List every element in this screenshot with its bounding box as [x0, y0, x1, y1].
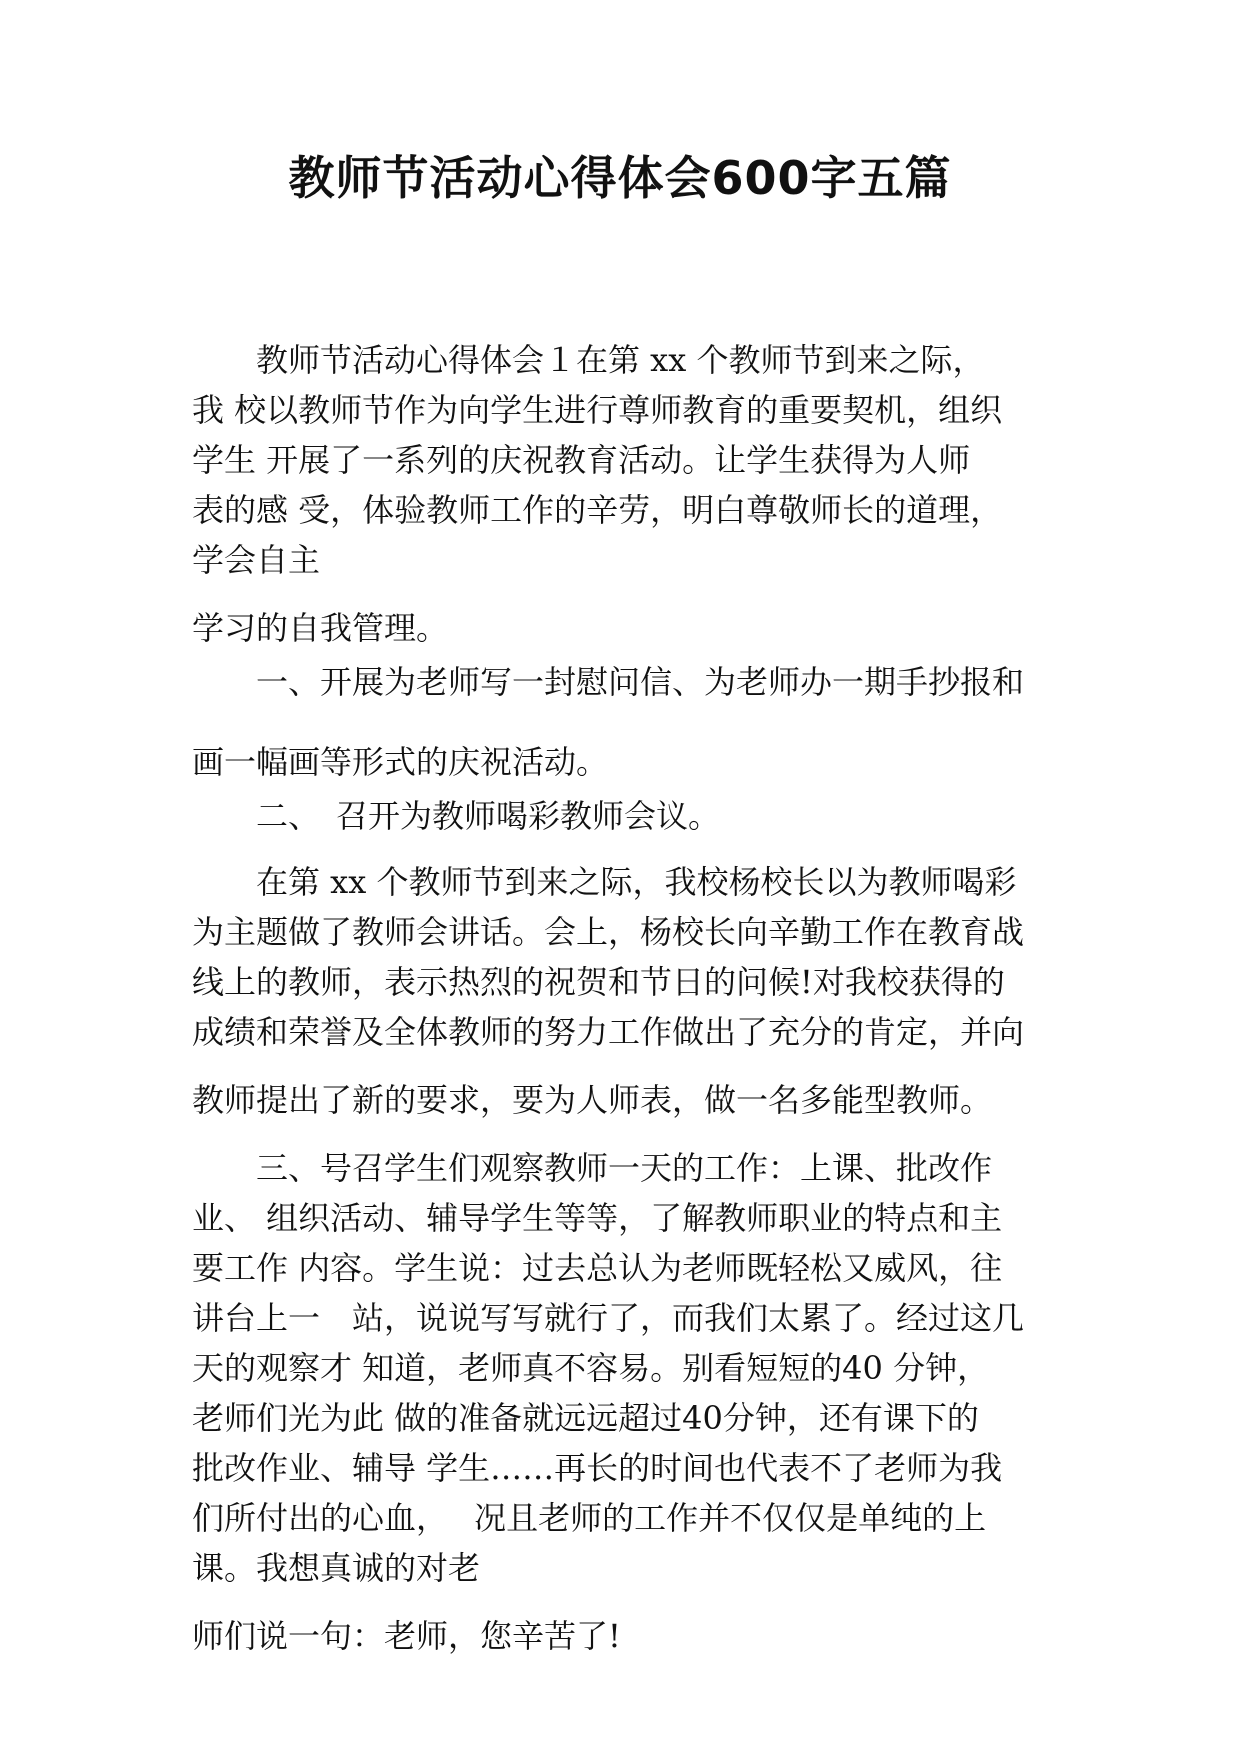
body-line-16: 业、 组织活动、辅导学生等等，了解教师职业的特点和主 — [192, 1199, 1003, 1237]
body-line-24: 师们说一句：老师，您辛苦了! — [192, 1617, 621, 1655]
body-line-2: 我 校以教师节作为向学生进行尊师教育的重要契机，组织 — [192, 391, 1003, 429]
body-line-3: 学生 开展了一系列的庆祝教育活动。让学生获得为人师 — [192, 441, 971, 479]
body-line-4: 表的感 受，体验教师工作的辛劳，明白尊敬师长的道理， — [192, 491, 1003, 529]
body-line-20: 老师们光为此 做的准备就远远超过40分钟，还有课下的 — [192, 1399, 979, 1437]
body-line-23: 课。我想真诚的对老 — [192, 1549, 481, 1587]
body-line-9: 二、 召开为教师喝彩教师会议。 — [256, 797, 721, 835]
body-line-15: 三、号召学生们观察教师一天的工作：上课、批改作 — [256, 1149, 993, 1187]
body-line-10: 在第 xx 个教师节到来之际，我校杨校长以为教师喝彩 — [256, 863, 1017, 901]
body-line-1: 教师节活动心得体会１在第 xx 个教师节到来之际， — [256, 341, 985, 379]
document-title: 教师节活动心得体会600字五篇 — [288, 151, 952, 205]
body-line-12: 线上的教师，表示热烈的祝贺和节日的问候!对我校获得的 — [192, 963, 1005, 1001]
body-line-5: 学会自主 — [192, 541, 321, 579]
body-line-13: 成绩和荣誉及全体教师的努力工作做出了充分的肯定，并向 — [192, 1013, 1025, 1051]
body-line-18: 讲台上一 站，说说写写就行了，而我们太累了。经过这几 — [192, 1299, 1025, 1337]
body-line-21: 批改作业、辅导 学生……再长的时间也代表不了老师为我 — [192, 1449, 1003, 1487]
body-line-14: 教师提出了新的要求，要为人师表，做一名多能型教师。 — [192, 1081, 993, 1119]
body-line-11: 为主题做了教师会讲话。会上，杨校长向辛勤工作在教育战 — [192, 913, 1025, 951]
body-line-17: 要工作 内容。学生说：过去总认为老师既轻松又威风，往 — [192, 1249, 1003, 1287]
body-line-7: 一、开展为老师写一封慰问信、为老师办一期手抄报和 — [256, 663, 1025, 701]
body-line-19: 天的观察才 知道，老师真不容易。别看短短的40 分钟， — [192, 1349, 990, 1387]
body-line-8: 画一幅画等形式的庆祝活动。 — [192, 743, 609, 781]
body-line-6: 学习的自我管理。 — [192, 609, 449, 647]
body-line-22: 们所付出的心血， 况且老师的工作并不仅仅是单纯的上 — [192, 1499, 987, 1537]
